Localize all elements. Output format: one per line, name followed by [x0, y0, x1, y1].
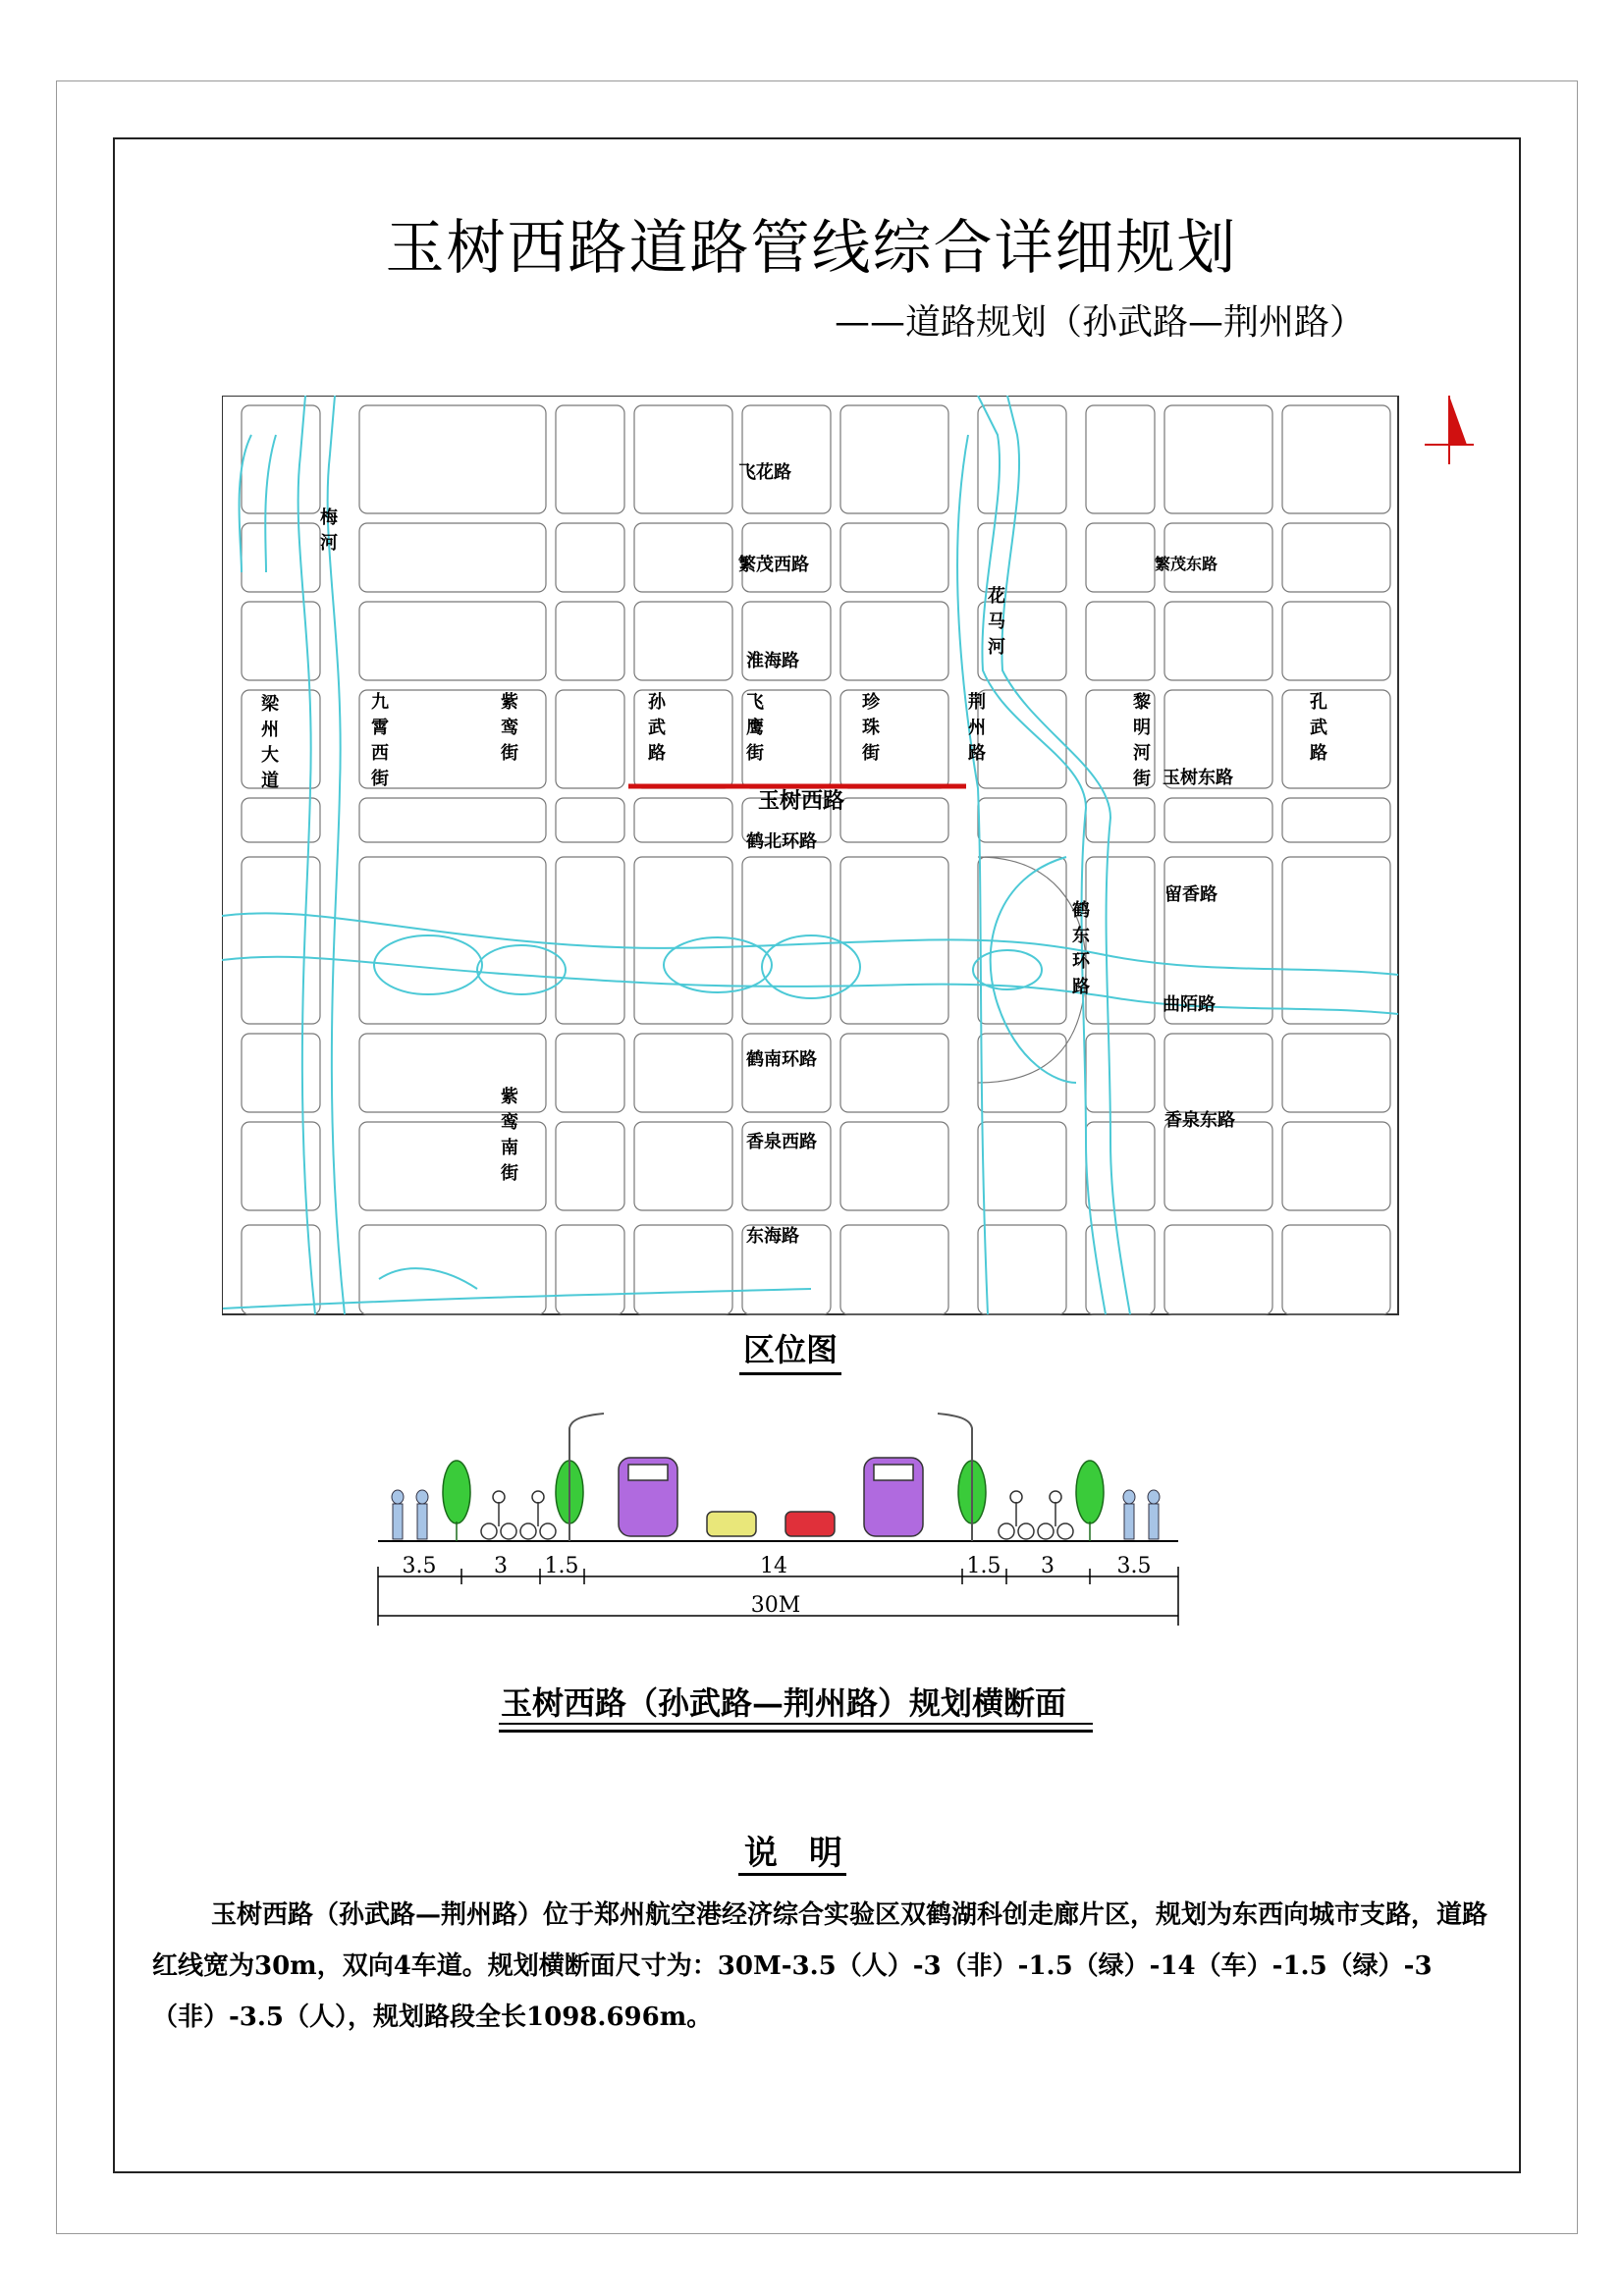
label-fanmao-east-road: 繁茂东路 — [1155, 555, 1218, 573]
dim-bike-right: 3 — [1041, 1554, 1055, 1578]
label-huaihai-road: 淮海路 — [746, 651, 799, 671]
bus-icon — [619, 1458, 923, 1536]
location-map — [222, 396, 1498, 1318]
cross-section-rule-thick — [499, 1730, 1093, 1733]
road-cross-section — [363, 1404, 1208, 1659]
label-liming-river-street: 黎明河街 — [1133, 692, 1151, 789]
pedestrian-icon — [392, 1490, 1160, 1539]
label-sunwu-road: 孙武路 — [648, 692, 666, 764]
car-icon — [707, 1512, 835, 1536]
dim-green-left: 1.5 — [544, 1554, 579, 1578]
label-ziyuan-south-street: 紫鸾南街 — [501, 1087, 518, 1184]
label-meihe-river: 梅河 — [320, 507, 338, 554]
label-ziyuan-street: 紫鸾街 — [501, 692, 518, 764]
label-feiying-street: 飞鹰街 — [746, 692, 764, 764]
north-arrow-icon — [1425, 396, 1474, 464]
label-henan-ring-road: 鹤南环路 — [746, 1049, 817, 1070]
page-subtitle: ——道路规划（孙武路—荆州路） — [835, 302, 1366, 343]
cross-section-rule — [499, 1723, 1093, 1725]
label-xiangquan-east-road: 香泉东路 — [1164, 1110, 1235, 1131]
label-feihua-road: 飞花路 — [738, 462, 791, 483]
label-donghai-road: 东海路 — [746, 1226, 799, 1247]
label-qumo-road: 曲陌路 — [1163, 994, 1216, 1015]
notes-title-rule — [738, 1873, 846, 1876]
label-huama-river: 花马河 — [988, 586, 1005, 658]
label-liuxiang-road: 留香路 — [1164, 884, 1217, 905]
notes-title: 说 明 — [744, 1834, 852, 1873]
label-kongwu-road: 孔武路 — [1310, 692, 1327, 764]
dim-sidewalk-left: 3.5 — [402, 1554, 437, 1578]
label-jingzhou-road: 荆州路 — [968, 692, 986, 764]
label-liangzhou-avenue: 梁州大道 — [261, 694, 279, 791]
label-yushu-west-road: 玉树西路 — [758, 788, 845, 814]
notes-body: 玉树西路（孙武路—荆州路）位于郑州航空港经济综合实验区双鹤湖科创走廊片区，规划为东西向城市支路，道路红线宽为30m，双向4车道。规划横断面尺寸为：30M-3.5（人）-3（非）-1.5（绿）-14（车）-1.5（绿）-3（非）-3.5（人），规划路段全长1098.696m。 — [152, 1900, 1488, 2032]
label-hebei-ring-road: 鹤北环路 — [746, 831, 817, 852]
dim-carriageway: 14 — [760, 1554, 787, 1578]
dim-total: 30M — [750, 1593, 801, 1618]
label-fanmao-west-road: 繁茂西路 — [738, 555, 809, 575]
label-jiuxiao-west-street: 九霄西街 — [371, 692, 389, 789]
dim-bike-left: 3 — [494, 1554, 508, 1578]
label-zhenzhu-street: 珍珠街 — [862, 692, 880, 764]
label-xiangquan-west-road: 香泉西路 — [746, 1132, 817, 1152]
label-hedong-ring-road: 鹤东环路 — [1072, 900, 1090, 997]
dim-sidewalk-right: 3.5 — [1116, 1554, 1152, 1578]
location-map-caption: 区位图 — [0, 1325, 1581, 1370]
cross-section-title: 玉树西路（孙武路—荆州路）规划横断面 — [501, 1684, 1067, 1722]
dim-green-right: 1.5 — [966, 1554, 1001, 1578]
label-yushu-east-road: 玉树东路 — [1163, 768, 1233, 788]
page-title: 玉树西路道路管线综合详细规划 — [385, 214, 1238, 283]
